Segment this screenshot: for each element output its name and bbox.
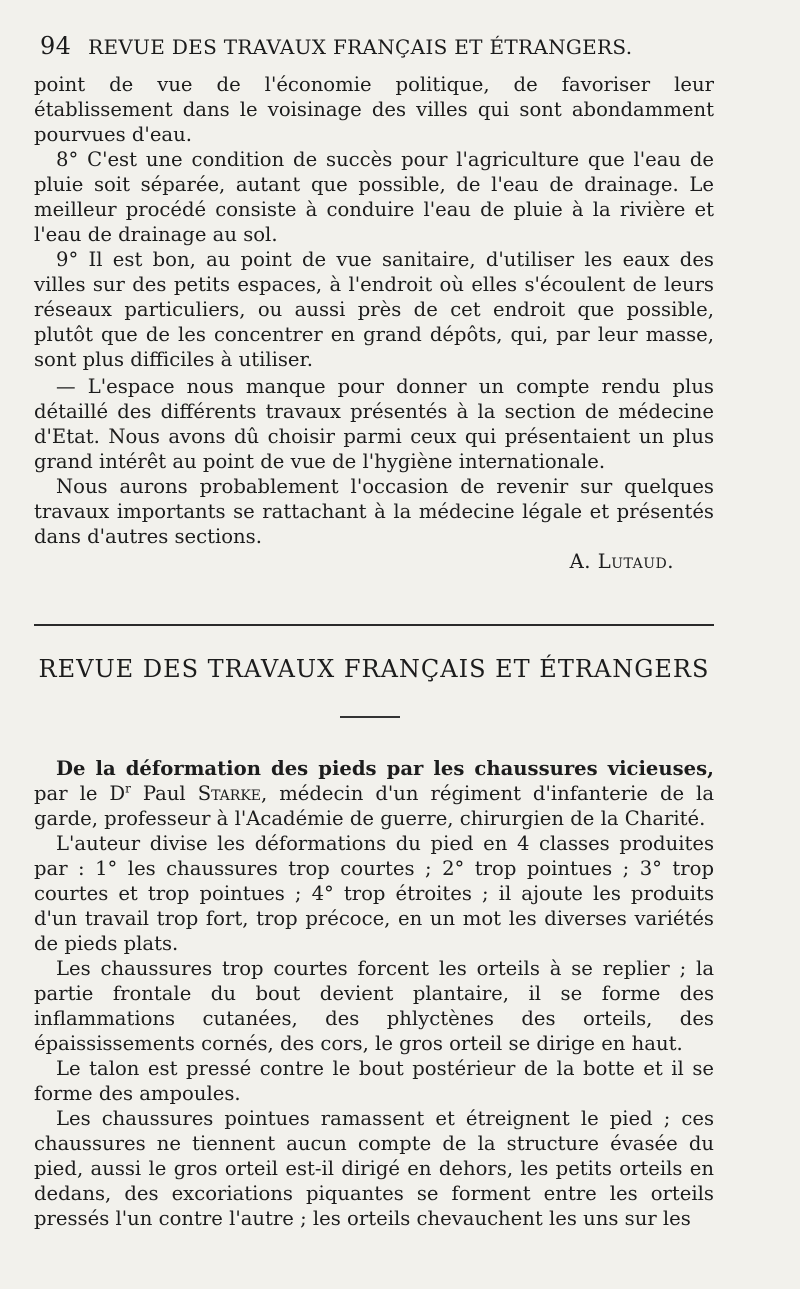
paragraph-9: 9° Il est bon, au point de vue sanitaire, d'utiliser les eaux des villes sur des petits espaces, à l'endroit où elles s'écoulent de leurs réseaux particuliers, ou aussi près de cet endroit que possible, plutôt que de les concentrer en grand dépôts, qui, par leur masse, sont plus difficiles à utiliser. xyxy=(34,248,714,371)
author-name: Starke xyxy=(197,782,262,805)
byline-part-1: par le D xyxy=(34,782,126,805)
section-heading: REVUE DES TRAVAUX FRANÇAIS ET ÉTRANGERS xyxy=(38,655,710,683)
top-text-block xyxy=(34,72,714,574)
paragraph-closing: Nous aurons probablement l'occasion de revenir sur quelques travaux importants se rattachant à la médecine légale et présentés dans d'autres sections. xyxy=(34,475,714,548)
paragraph-note: — L'espace nous manque pour donner un compte rendu plus détaillé des différents travaux présentés à la section de médecine d'Etat. Nous avons dû choisir parmi ceux qui présentaient un plus grand intérêt au point de vue de l'hygiène internationale. xyxy=(34,375,714,473)
article-lead xyxy=(34,756,714,831)
signature-line xyxy=(34,549,714,574)
article-paragraph-1: L'auteur divise les déformations du pied en 4 classes produites par : 1° les chaussures trop courtes ; 2° trop pointues ; 3° trop courtes et trop pointues ; 4° trop étroites ; il ajoute les produits d'un travail trop fort, trop précoce, en un mot les diverses variétés de pieds plats. xyxy=(34,832,714,955)
running-head xyxy=(40,32,700,60)
paragraph-8: 8° C'est une condition de succès pour l'agriculture que l'eau de pluie soit séparée, autant que possible, de l'eau de drainage. Le meilleur procédé consiste à conduire l'eau de pluie à la rivière et l'eau de drainage au sol. xyxy=(34,148,714,246)
byline-part-3: , médecin d'un régiment d'infanterie de la garde, professeur à l'Académie de guerre, chirurgien de la Charité. xyxy=(34,782,715,830)
signature: A. Lutaud. xyxy=(569,550,674,573)
section-divider xyxy=(34,624,714,626)
running-title: REVUE DES TRAVAUX FRANÇAIS ET ÉTRANGERS. xyxy=(88,35,633,59)
paragraph-continuation: point de vue de l'économie politique, de favoriser leur établissement dans le voisinage des villes qui sont abondamment pourvues d'eau. xyxy=(34,73,714,146)
article-block xyxy=(34,756,714,1231)
heading-rule xyxy=(340,716,400,718)
article-title: De la déformation des pieds par les chaussures vicieuses, xyxy=(56,757,714,780)
byline-part-2: Paul xyxy=(130,782,198,805)
page-number: 94 xyxy=(40,32,72,60)
byline-superscript: r xyxy=(125,781,131,796)
article-paragraph-4: Les chaussures pointues ramassent et étreignent le pied ; ces chaussures ne tiennent aucun compte de la structure évasée du pied, aussi le gros orteil est-il dirigé en dehors, les petits orteils en dedans, des excoriations piquantes se forment entre les orteils pressés l'un contre l'autre ; les orteils chevauchent les uns sur les xyxy=(34,1107,714,1230)
article-paragraph-2: Les chaussures trop courtes forcent les orteils à se replier ; la partie frontale du bout devient plantaire, il se forme des inflammations cutanées, des phlyctènes des orteils, des épaississements cornés, des cors, le gros orteil se dirige en haut. xyxy=(34,957,714,1055)
article-paragraph-3: Le talon est pressé contre le bout postérieur de la botte et il se forme des ampoules. xyxy=(34,1057,714,1105)
